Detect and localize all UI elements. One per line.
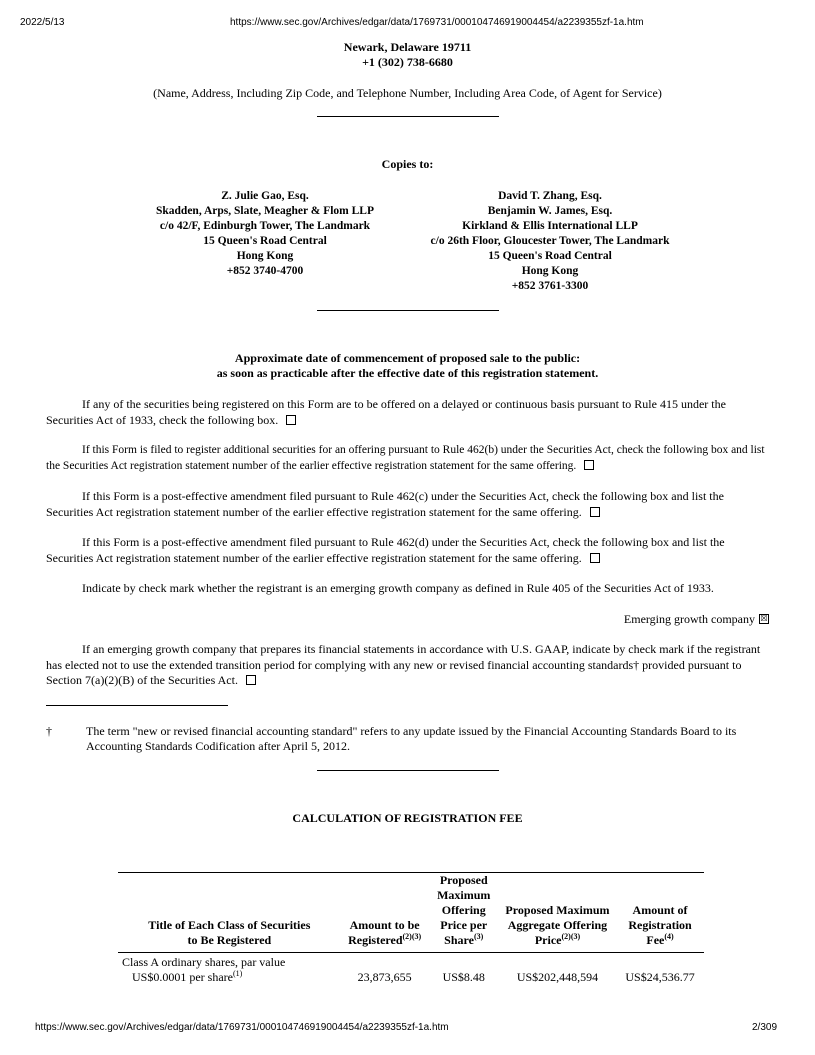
col-aggregate-price: Proposed Maximum Aggregate Offering Price$^{(2)(3)}$ (499, 873, 616, 953)
footnote-text: The term "new or revised financial accounting standard" refers to any update issued by the Financial Accounting Standards Board to its Accounting Standards Codification after April 5, 2012. (86, 724, 737, 753)
col-registration-fee: Amount of Registration Fee$^{(4)}$ (616, 873, 704, 953)
rule-415-text: If any of the securities being registered on this Form are to be offered on a delayed or continuous basis pursuant to Rule 415 under the Securities Act of 1933, check the following box. (46, 397, 726, 427)
rule-462c-checkbox[interactable] (590, 507, 600, 517)
rule-462c-paragraph (46, 489, 768, 520)
cell-fee: US$24,536.77 (625, 970, 695, 984)
rule-462d-checkbox[interactable] (590, 553, 600, 563)
divider (317, 310, 499, 311)
cell-aggregate: US$202,448,594 (516, 970, 599, 984)
left-counsel-line: Hong Kong (236, 250, 294, 262)
egc-label: Emerging growth company (623, 612, 755, 626)
commencement-line-2: as soon as practicable after the effective date of this registration statement. (216, 366, 599, 380)
divider (317, 116, 499, 117)
rule-415-checkbox[interactable] (286, 415, 296, 425)
agent-caption: (Name, Address, Including Zip Code, and Telephone Number, Including Area Code, of Agent for Service) (153, 86, 662, 100)
rule-415-paragraph (46, 397, 768, 428)
agent-phone: +1 (302) 738-6680 (362, 55, 453, 69)
print-date: 2022/5/13 (20, 17, 65, 28)
left-counsel-line: Z. Julie Gao, Esq. (221, 190, 309, 202)
right-counsel-line: Benjamin W. James, Esq. (487, 205, 613, 217)
left-counsel-line: c/o 42/F, Edinburgh Tower, The Landmark (159, 220, 371, 232)
egc-checkbox-checked[interactable]: ☒ (760, 614, 768, 624)
cell-class: Class A ordinary shares, par value US$0.0001 per share$^{(1)}$ (122, 955, 286, 984)
copies-to-label: Copies to: (381, 157, 434, 171)
cell-price: US$8.48 (442, 970, 485, 984)
gaap-paragraph (46, 642, 768, 689)
egc-row (500, 612, 769, 627)
rule-462b-checkbox[interactable] (584, 460, 594, 470)
agent-city-line: Newark, Delaware 19711 (343, 40, 472, 54)
rule-462b-paragraph (46, 443, 768, 474)
fee-table-header-row (118, 873, 704, 953)
rule-462d-paragraph (46, 535, 768, 566)
egc-indicate-paragraph: Indicate by check mark whether the registrant is an emerging growth company as defined in Rule 405 of the Securities Act of 1933. (82, 581, 714, 595)
cell-amount: 23,873,655 (357, 970, 412, 984)
right-counsel-line: c/o 26th Floor, Gloucester Tower, The Landmark (430, 235, 670, 247)
divider (317, 770, 499, 771)
col-title: Title of Each Class of Securities to Be Registered (118, 873, 341, 953)
page-number: 2/309 (752, 1022, 778, 1033)
fee-section-title: CALCULATION OF REGISTRATION FEE (292, 811, 523, 825)
footnote-divider (46, 705, 228, 706)
rule-462d-text: If this Form is a post-effective amendment filed pursuant to Rule 462(d) under the Securities Act, check the following box and list the Securities Act registration statement number of the earlier effective registration statement for the same offering. (46, 535, 725, 565)
gaap-text: If an emerging growth company that prepares its financial statements in accordance with U.S. GAAP, indicate by check mark if the registrant has elected not to use the extended transition period for complying with any new or revised financial accounting standards† provided pursuant to Section 7(a)(2)(B) of the Securities Act. (46, 642, 761, 687)
commencement-line-1: Approximate date of commencement of proposed sale to the public: (234, 351, 581, 365)
left-counsel-line: +852 3740-4700 (226, 265, 304, 277)
col-amount: Amount to be Registered$^{(2)(3)}$ (341, 873, 429, 953)
right-counsel-line: Kirkland & Ellis International LLP (462, 220, 638, 232)
right-counsel-block (400, 189, 700, 294)
rule-462c-text: If this Form is a post-effective amendment filed pursuant to Rule 462(c) under the Securities Act, check the following box and list the Securities Act registration statement number of the earlier effective registration statement for the same offering. (46, 489, 724, 519)
left-counsel-block (115, 189, 415, 279)
gaap-checkbox[interactable] (246, 675, 256, 685)
registration-fee-table (118, 872, 704, 987)
right-counsel-line: +852 3761-3300 (511, 280, 589, 292)
right-counsel-line: 15 Queen's Road Central (488, 250, 612, 262)
left-counsel-line: Skadden, Arps, Slate, Meagher & Flom LLP (156, 205, 374, 217)
right-counsel-line: Hong Kong (521, 265, 579, 277)
left-counsel-line: 15 Queen's Road Central (203, 235, 327, 247)
table-row (118, 953, 704, 988)
footnote-symbol: † (46, 724, 52, 738)
col-price-per-share: Proposed Maximum Offering Price per Share$^{(3)}$ (429, 873, 499, 953)
rule-462b-text: If this Form is filed to register additional securities for an offering pursuant to Rule 462(b) under the Securities Act, check the following box and list the Securities Act registration statement number of the earlier effective registration statement for the same offering. (46, 444, 765, 472)
right-counsel-line: David T. Zhang, Esq. (498, 190, 602, 202)
footer-url: https://www.sec.gov/Archives/edgar/data/1769731/000104746919004454/a2239355zf-1a.htm (35, 1022, 449, 1033)
print-url: https://www.sec.gov/Archives/edgar/data/1769731/000104746919004454/a2239355zf-1a.htm (230, 17, 644, 28)
